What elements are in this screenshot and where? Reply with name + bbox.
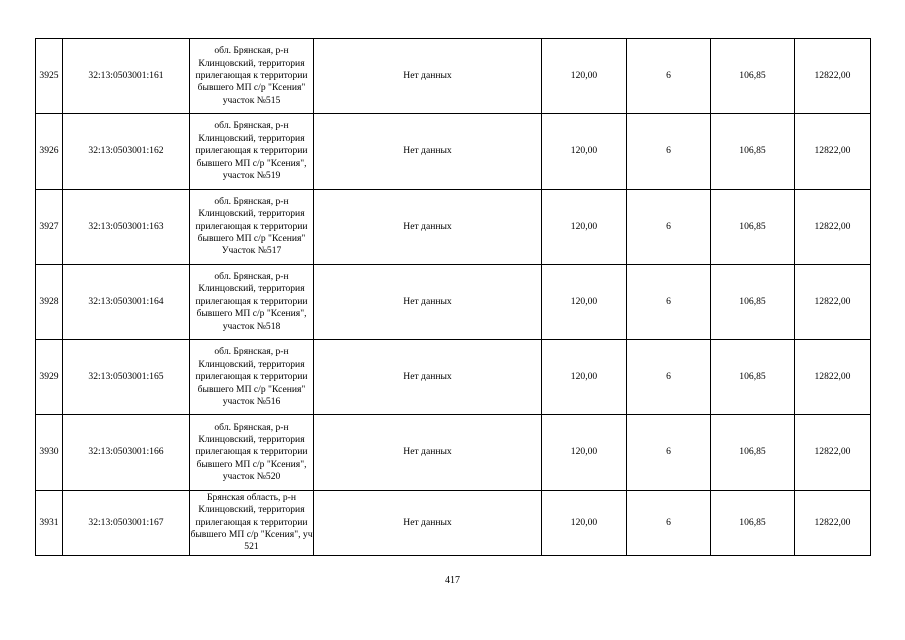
rate-cell: 106,85 — [711, 264, 795, 339]
cadastral-number-cell: 32:13:0503001:165 — [63, 340, 190, 415]
address-cell: обл. Брянская, р-н Клинцовский, территория прилегающая к территории бывшего МП с/р "Ксения", участок №519 — [190, 114, 314, 189]
info-cell: Нет данных — [314, 490, 542, 555]
table-row — [36, 340, 871, 415]
group-cell: 6 — [627, 39, 711, 114]
area-cell: 120,00 — [542, 264, 627, 339]
table-row — [36, 415, 871, 490]
group-cell: 6 — [627, 415, 711, 490]
cadastral-number-cell: 32:13:0503001:166 — [63, 415, 190, 490]
value-cell: 12822,00 — [795, 264, 871, 339]
area-cell: 120,00 — [542, 114, 627, 189]
area-cell: 120,00 — [542, 490, 627, 555]
group-cell: 6 — [627, 340, 711, 415]
address-cell: Брянская область, р-н Клинцовский, территория прилегающая к территории бывшего МП с/р "Ксения", уч 521 — [190, 490, 314, 555]
info-cell: Нет данных — [314, 39, 542, 114]
info-cell: Нет данных — [314, 415, 542, 490]
row-number-cell: 3928 — [36, 264, 63, 339]
address-cell: обл. Брянская, р-н Клинцовский, территория прилегающая к территории бывшего МП с/р "Ксения", участок №520 — [190, 415, 314, 490]
table-row — [36, 264, 871, 339]
page-number: 417 — [445, 575, 460, 586]
rate-cell: 106,85 — [711, 415, 795, 490]
area-cell: 120,00 — [542, 415, 627, 490]
rate-cell: 106,85 — [711, 490, 795, 555]
cadastral-number-cell: 32:13:0503001:161 — [63, 39, 190, 114]
cadastral-number-cell: 32:13:0503001:164 — [63, 264, 190, 339]
info-cell: Нет данных — [314, 264, 542, 339]
group-cell: 6 — [627, 189, 711, 264]
address-cell: обл. Брянская, р-н Клинцовский, территория прилегающая к территории бывшего МП с/р "Ксения" Участок №517 — [190, 189, 314, 264]
address-cell: обл. Брянская, р-н Клинцовский, территория прилегающая к территории бывшего МП с/р "Ксения", участок №518 — [190, 264, 314, 339]
row-number-cell: 3931 — [36, 490, 63, 555]
row-number-cell: 3930 — [36, 415, 63, 490]
value-cell: 12822,00 — [795, 114, 871, 189]
value-cell: 12822,00 — [795, 340, 871, 415]
value-cell: 12822,00 — [795, 415, 871, 490]
rate-cell: 106,85 — [711, 114, 795, 189]
rate-cell: 106,85 — [711, 189, 795, 264]
registry-table — [35, 38, 871, 556]
info-cell: Нет данных — [314, 189, 542, 264]
area-cell: 120,00 — [542, 189, 627, 264]
row-number-cell: 3927 — [36, 189, 63, 264]
row-number-cell: 3926 — [36, 114, 63, 189]
rate-cell: 106,85 — [711, 39, 795, 114]
area-cell: 120,00 — [542, 340, 627, 415]
table-row — [36, 114, 871, 189]
group-cell: 6 — [627, 114, 711, 189]
info-cell: Нет данных — [314, 340, 542, 415]
row-number-cell: 3929 — [36, 340, 63, 415]
address-cell: обл. Брянская, р-н Клинцовский, территория прилегающая к территории бывшего МП с/р "Ксения" участок №515 — [190, 39, 314, 114]
area-cell: 120,00 — [542, 39, 627, 114]
group-cell: 6 — [627, 264, 711, 339]
cadastral-number-cell: 32:13:0503001:163 — [63, 189, 190, 264]
cadastral-number-cell: 32:13:0503001:162 — [63, 114, 190, 189]
value-cell: 12822,00 — [795, 490, 871, 555]
table-row — [36, 189, 871, 264]
info-cell: Нет данных — [314, 114, 542, 189]
value-cell: 12822,00 — [795, 39, 871, 114]
row-number-cell: 3925 — [36, 39, 63, 114]
rate-cell: 106,85 — [711, 340, 795, 415]
value-cell: 12822,00 — [795, 189, 871, 264]
group-cell: 6 — [627, 490, 711, 555]
cadastral-number-cell: 32:13:0503001:167 — [63, 490, 190, 555]
address-cell: обл. Брянская, р-н Клинцовский, территория прилегающая к территории бывшего МП с/р "Ксения" участок №516 — [190, 340, 314, 415]
table-row — [36, 39, 871, 114]
table-row — [36, 490, 871, 555]
